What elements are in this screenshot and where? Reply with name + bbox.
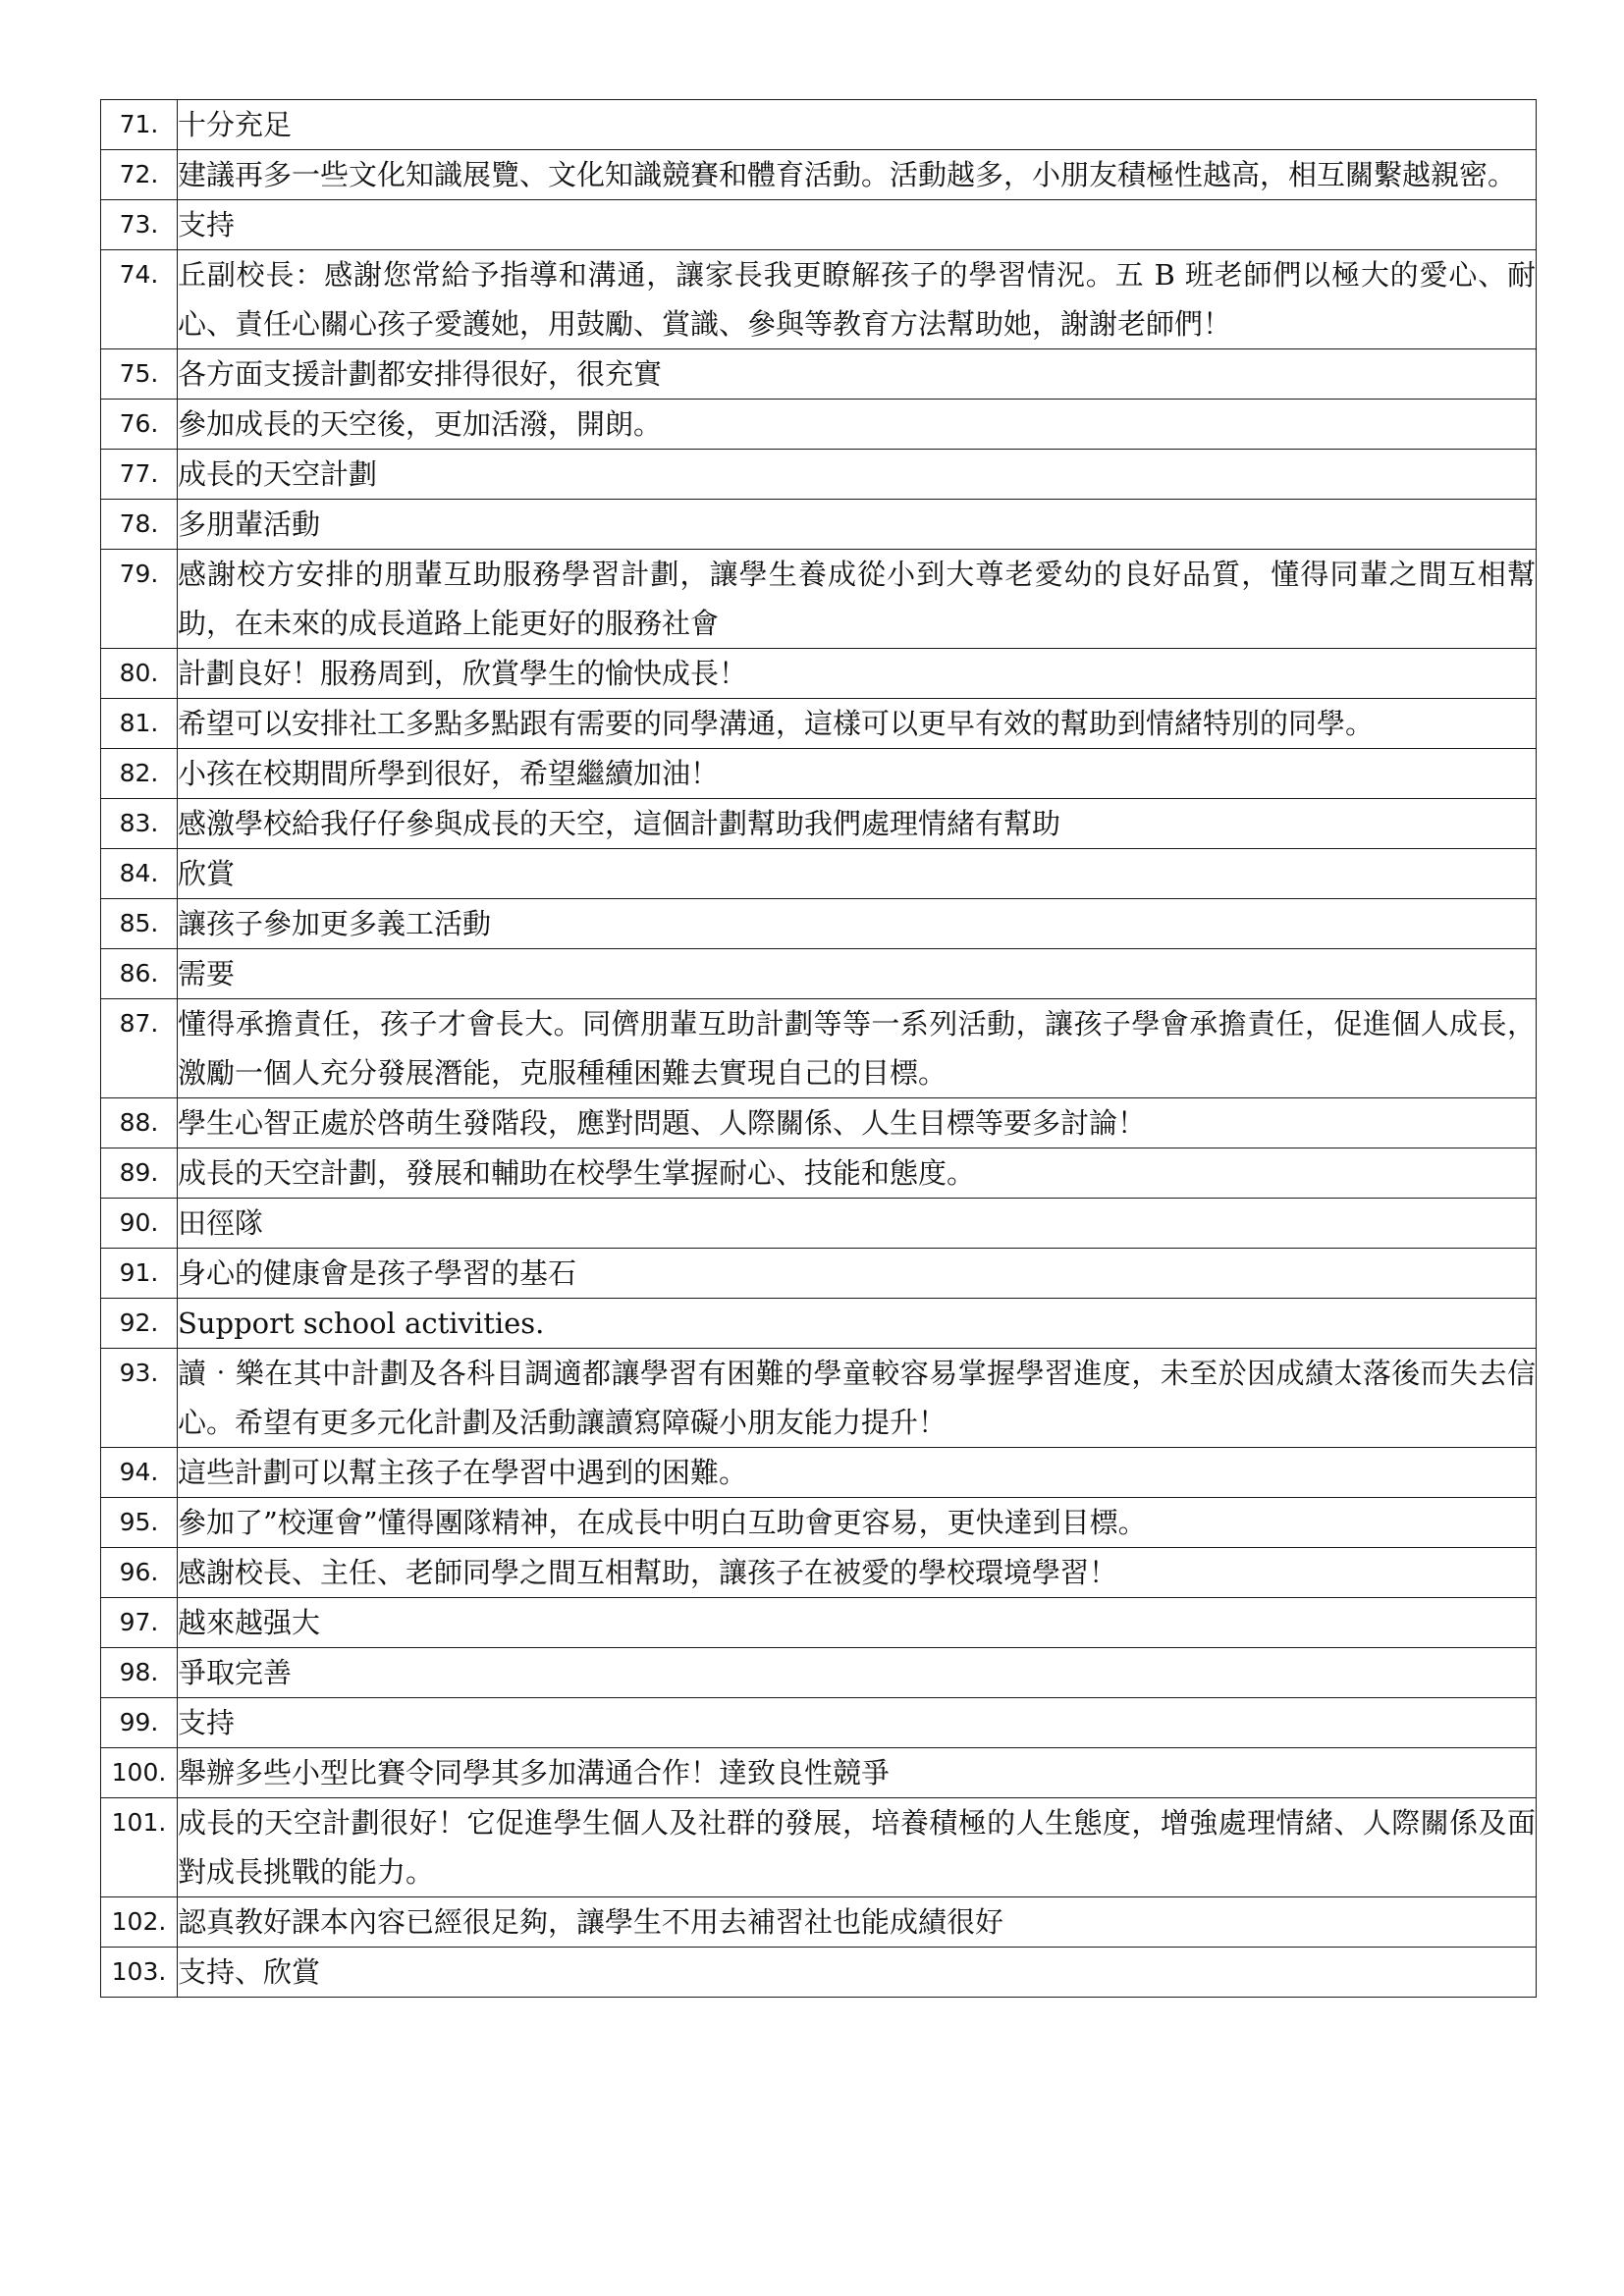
table-row xyxy=(101,649,1537,699)
row-comment: 讓孩子參加更多義工活動 xyxy=(178,899,1537,949)
row-comment: 懂得承擔責任，孩子才會長大。同儕朋輩互助計劃等等一系列活動，讓孩子學會承擔責任，促進個人成長，激勵一個人充分發展潛能，克服種種困難去實現自己的目標。 xyxy=(178,999,1537,1098)
row-comment: 參加了”校運會”懂得團隊精神，在成長中明白互助會更容易，更快達到目標。 xyxy=(178,1498,1537,1548)
table-row xyxy=(101,1349,1537,1448)
row-comment: 支持 xyxy=(178,1698,1537,1748)
row-comment: 各方面支援計劃都安排得很好，很充實 xyxy=(178,349,1537,400)
row-comment: 支持、欣賞 xyxy=(178,1948,1537,1998)
table-row xyxy=(101,849,1537,899)
row-number: 94. xyxy=(101,1448,178,1498)
row-number: 85. xyxy=(101,899,178,949)
table-row xyxy=(101,550,1537,649)
row-comment: 感謝校長、主任、老師同學之間互相幫助，讓孩子在被愛的學校環境學習！ xyxy=(178,1548,1537,1598)
table-row xyxy=(101,949,1537,999)
row-number: 87. xyxy=(101,999,178,1098)
table-row xyxy=(101,1748,1537,1798)
row-number: 86. xyxy=(101,949,178,999)
row-number: 90. xyxy=(101,1199,178,1249)
row-number: 83. xyxy=(101,799,178,849)
row-comment: 需要 xyxy=(178,949,1537,999)
row-number: 77. xyxy=(101,450,178,500)
table-row xyxy=(101,1299,1537,1349)
row-number: 99. xyxy=(101,1698,178,1748)
row-number: 98. xyxy=(101,1648,178,1698)
row-number: 79. xyxy=(101,550,178,649)
row-number: 89. xyxy=(101,1148,178,1199)
row-comment: 計劃良好！服務周到，欣賞學生的愉快成長！ xyxy=(178,649,1537,699)
row-comment: 田徑隊 xyxy=(178,1199,1537,1249)
row-number: 80. xyxy=(101,649,178,699)
table-row xyxy=(101,150,1537,200)
row-number: 100. xyxy=(101,1748,178,1798)
table-row xyxy=(101,899,1537,949)
table-row xyxy=(101,1948,1537,1998)
row-comment: 感激學校給我仔仔參與成長的天空，這個計劃幫助我們處理情緒有幫助 xyxy=(178,799,1537,849)
row-comment: 欣賞 xyxy=(178,849,1537,899)
row-number: 76. xyxy=(101,400,178,450)
row-comment: 舉辦多些小型比賽令同學其多加溝通合作！達致良性競爭 xyxy=(178,1748,1537,1798)
row-number: 101. xyxy=(101,1798,178,1897)
feedback-table xyxy=(100,99,1537,1998)
row-comment: 支持 xyxy=(178,200,1537,250)
row-comment: 越來越强大 xyxy=(178,1598,1537,1648)
row-number: 96. xyxy=(101,1548,178,1598)
row-comment: 爭取完善 xyxy=(178,1648,1537,1698)
row-comment: 成長的天空計劃很好！它促進學生個人及社群的發展，培養積極的人生態度，增強處理情緒、人際關係及面對成長挑戰的能力。 xyxy=(178,1798,1537,1897)
row-comment: 讀‧樂在其中計劃及各科目調適都讓學習有困難的學童較容易掌握學習進度，未至於因成績太落後而失去信心。希望有更多元化計劃及活動讓讀寫障礙小朋友能力提升！ xyxy=(178,1349,1537,1448)
table-row xyxy=(101,699,1537,749)
row-number: 97. xyxy=(101,1598,178,1648)
table-row xyxy=(101,500,1537,550)
row-comment: 成長的天空計劃 xyxy=(178,450,1537,500)
row-number: 82. xyxy=(101,749,178,799)
table-row xyxy=(101,450,1537,500)
row-comment: 學生心智正處於啓萌生發階段，應對問題、人際關係、人生目標等要多討論！ xyxy=(178,1098,1537,1148)
row-comment: 多朋輩活動 xyxy=(178,500,1537,550)
table-row xyxy=(101,1798,1537,1897)
table-row xyxy=(101,799,1537,849)
row-number: 74. xyxy=(101,250,178,349)
row-comment: Support school activities. xyxy=(178,1299,1537,1349)
row-comment: 成長的天空計劃，發展和輔助在校學生掌握耐心、技能和態度。 xyxy=(178,1148,1537,1199)
table-row xyxy=(101,1698,1537,1748)
row-number: 95. xyxy=(101,1498,178,1548)
row-comment: 希望可以安排社工多點多點跟有需要的同學溝通，這樣可以更早有效的幫助到情緒特別的同學。 xyxy=(178,699,1537,749)
row-number: 102. xyxy=(101,1897,178,1948)
row-comment: 十分充足 xyxy=(178,100,1537,150)
table-row xyxy=(101,1598,1537,1648)
table-row xyxy=(101,1897,1537,1948)
row-comment: 認真教好課本內容已經很足夠，讓學生不用去補習社也能成績很好 xyxy=(178,1897,1537,1948)
row-comment: 感謝校方安排的朋輩互助服務學習計劃，讓學生養成從小到大尊老愛幼的良好品質，懂得同輩之間互相幫助，在未來的成長道路上能更好的服務社會 xyxy=(178,550,1537,649)
table-row xyxy=(101,1498,1537,1548)
row-number: 78. xyxy=(101,500,178,550)
row-comment: 丘副校長：感謝您常給予指導和溝通，讓家長我更瞭解孩子的學習情況。五 B 班老師們以極大的愛心、耐心、責任心關心孩子愛護她，用鼓勵、賞識、參與等教育方法幫助她，謝謝老師們！ xyxy=(178,250,1537,349)
row-number: 71. xyxy=(101,100,178,150)
feedback-table-body xyxy=(101,100,1537,1998)
table-row xyxy=(101,1448,1537,1498)
table-row xyxy=(101,999,1537,1098)
table-row xyxy=(101,749,1537,799)
table-row xyxy=(101,1148,1537,1199)
table-row xyxy=(101,1199,1537,1249)
row-comment: 身心的健康會是孩子學習的基石 xyxy=(178,1249,1537,1299)
row-number: 103. xyxy=(101,1948,178,1998)
table-row xyxy=(101,250,1537,349)
row-number: 73. xyxy=(101,200,178,250)
table-row xyxy=(101,100,1537,150)
table-row xyxy=(101,1098,1537,1148)
row-comment: 建議再多一些文化知識展覽、文化知識競賽和體育活動。活動越多，小朋友積極性越高，相互關繫越親密。 xyxy=(178,150,1537,200)
row-number: 75. xyxy=(101,349,178,400)
row-number: 84. xyxy=(101,849,178,899)
row-comment: 參加成長的天空後，更加活潑，開朗。 xyxy=(178,400,1537,450)
row-number: 88. xyxy=(101,1098,178,1148)
row-comment: 這些計劃可以幫主孩子在學習中遇到的困難。 xyxy=(178,1448,1537,1498)
table-row xyxy=(101,400,1537,450)
row-number: 81. xyxy=(101,699,178,749)
table-row xyxy=(101,200,1537,250)
table-row xyxy=(101,349,1537,400)
row-number: 92. xyxy=(101,1299,178,1349)
row-number: 72. xyxy=(101,150,178,200)
row-comment: 小孩在校期間所學到很好，希望繼續加油！ xyxy=(178,749,1537,799)
table-row xyxy=(101,1648,1537,1698)
row-number: 93. xyxy=(101,1349,178,1448)
row-number: 91. xyxy=(101,1249,178,1299)
table-row xyxy=(101,1548,1537,1598)
table-row xyxy=(101,1249,1537,1299)
